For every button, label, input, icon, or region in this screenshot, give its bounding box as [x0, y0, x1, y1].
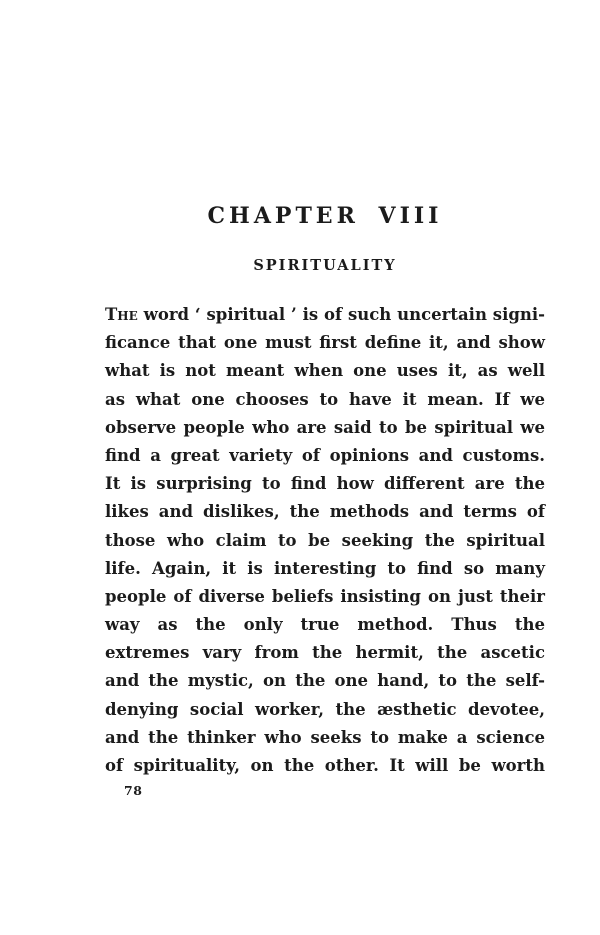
- text-line: ficance that one must first define it, and show: [105, 333, 545, 353]
- text-line: It is surprising to find how different are the: [105, 474, 545, 494]
- text-line: people of diverse beliefs insisting on just their: [105, 586, 545, 606]
- text-line: life. Again, it is interesting to find so many: [105, 558, 545, 578]
- chapter-heading: CHAPTER VIII: [207, 203, 443, 229]
- section-title: SPIRITUALITY: [253, 257, 397, 274]
- text-line: and the thinker who seeks to make a science: [105, 727, 545, 747]
- page-content: [105, 203, 545, 798]
- text-line: denying social worker, the æsthetic devotee,: [105, 699, 545, 719]
- text-line: as what one chooses to have it mean. If we: [105, 389, 545, 409]
- text-line: observe people who are said to be spiritual we: [105, 417, 545, 437]
- text-line: likes and dislikes, the methods and terms of: [105, 502, 545, 522]
- text-line: and the mystic, on the one hand, to the self-: [105, 671, 545, 691]
- text-line: find a great variety of opinions and customs.: [105, 445, 545, 465]
- text-line: extremes vary from the hermit, the ascetic: [105, 643, 545, 663]
- page-number: 78: [124, 783, 143, 799]
- text-line: those who claim to be seeking the spiritual: [105, 530, 545, 550]
- text-line: what is not meant when one uses it, as well: [105, 361, 545, 381]
- text-line: way as the only true method. Thus the: [105, 615, 545, 635]
- text-line: [105, 301, 545, 329]
- lead-word: The: [105, 305, 138, 324]
- first-line-rest: word ‘ spiritual ’ is of such uncertain signi-: [143, 305, 545, 324]
- paragraph: [105, 301, 545, 780]
- text-line: of spirituality, on the other. It will be worth: [105, 756, 545, 775]
